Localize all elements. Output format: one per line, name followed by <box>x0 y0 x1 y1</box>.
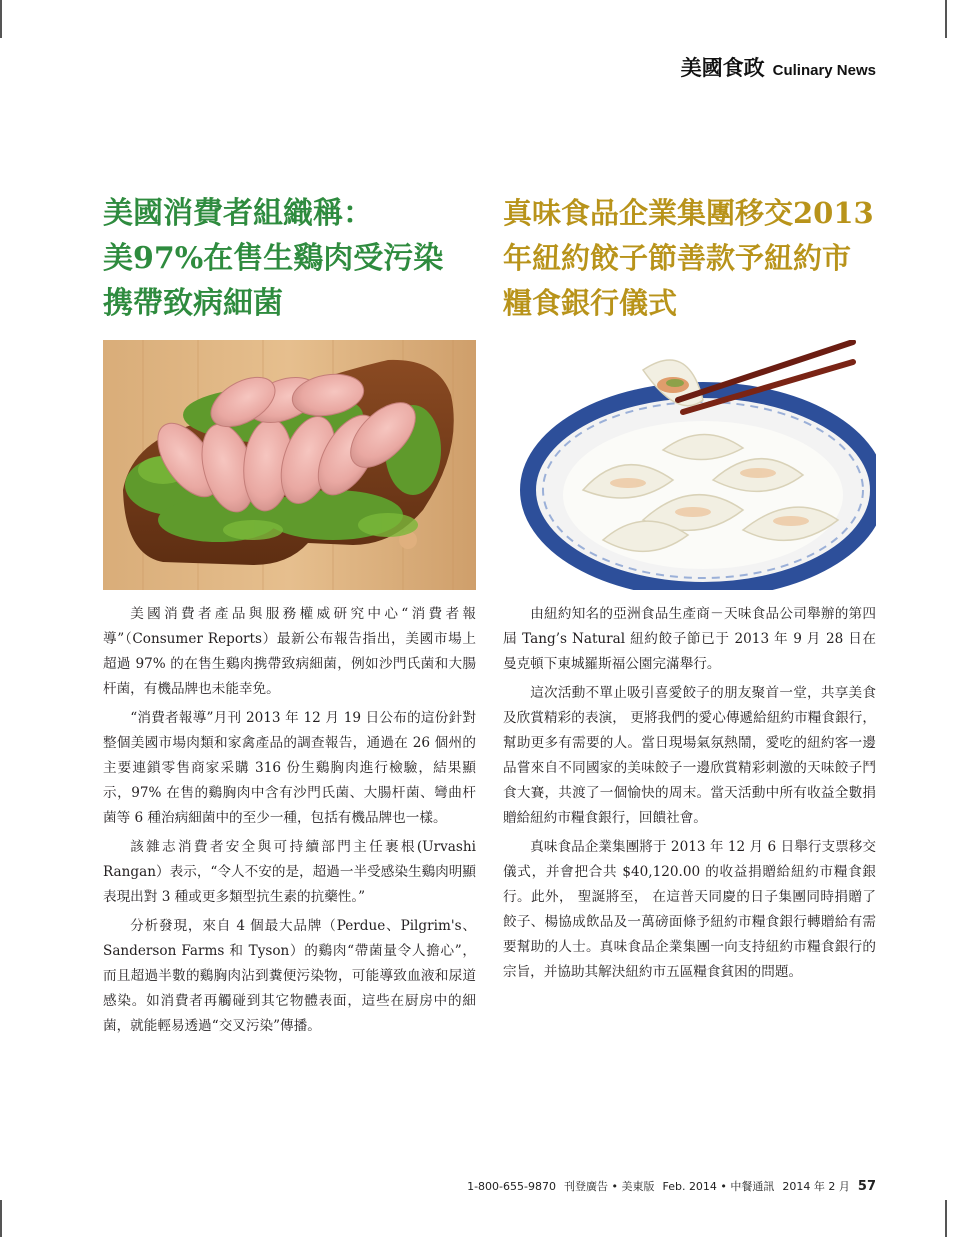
crop-mark <box>945 0 947 38</box>
left-article-body <box>103 602 476 1043</box>
footer-issue-date: 2014 年 2 月 <box>782 1180 850 1193</box>
page-number: 57 <box>857 1179 876 1194</box>
crop-mark <box>945 1200 947 1237</box>
title-line: 美國消費者組織稱： <box>103 196 373 231</box>
paragraph: 由紐約知名的亞洲食品生產商－天味食品公司舉辦的第四屆 Tang’s Natural 紐約餃子節已于 2013 年 9 月 28 日在曼克頓下東城羅斯福公園完滿舉行。 <box>503 606 876 672</box>
dumplings-photo <box>503 340 876 590</box>
paragraph: 分析發現，來自 4 個最大品牌（Perdue、Pilgrim's、Sanderson Farms 和 Tyson）的鷄肉“帶菌量令人擔心”，而且超過半數的鷄胸肉沾到糞便污染物，可能導致血液和尿道感染。如消費者再觸碰到其它物體表面，這些在厨房中的細菌，就能輕易透過“交叉污染”傳播。 <box>103 918 476 1034</box>
title-line: 年紐約餃子節善款予紐約市 <box>503 241 852 275</box>
paragraph: 美國消費者產品與服務權威研究中心“消費者報導”（Consumer Reports）最新公布報告指出，美國市場上超過 97% 的在售生鷄肉携帶致病細菌，例如沙門氏菌和大腸杆菌，有機品牌也未能幸免。 <box>103 606 476 697</box>
right-article-title <box>503 191 874 326</box>
page-header <box>681 52 876 82</box>
paragraph: “消費者報導”月刊 2013 年 12 月 19 日公布的這份針對整個美國市場肉類和家禽產品的調查報告，通過在 26 個州的主要連鎖零售商家采購 316 份生鷄胸肉進行檢驗，結果顯示，97% 在售的鷄胸肉中含有沙門氏菌、大腸杆菌、彎曲杆菌等 6 種治病細菌中的至少一種，包括有機品牌也一樣。 <box>103 710 476 826</box>
title-line: 携帶致病細菌 <box>103 286 283 321</box>
right-article-body <box>503 602 876 989</box>
paragraph: 該雜志消費者安全與可持續部門主任裹根(Urvashi Rangan）表示，“令人不安的是，超過一半受感染生鷄肉明顯表現出對 3 種或更多類型抗生素的抗藥性。” <box>103 839 476 905</box>
chicken-photo <box>103 340 476 590</box>
title-line: 真味食品企業集團移交2013 <box>503 196 874 230</box>
paragraph: 真味食品企業集團將于 2013 年 12 月 6 日舉行支票移交儀式，并會把合共 $40,120.00 的收益捐贈給紐約市糧食銀行。此外， 聖誕將至， 在這普天同慶的日子集團同時捐贈了餃子、楊協成飲品及一萬磅面條予紐約市糧食銀行轉贈給有需要幫助的人士。真味食品企業集團一向支持紐約市糧食銀行的宗旨，并協助其解決紐約市五區糧食貧困的問題。 <box>503 839 876 980</box>
crop-mark <box>0 0 2 38</box>
footer-issue: Feb. 2014 • 中餐通訊 <box>662 1180 775 1193</box>
footer-phone: 1-800-655-9870 <box>467 1180 556 1193</box>
crop-mark <box>0 1200 2 1237</box>
section-title-zh: 美國食政 <box>680 56 765 80</box>
page-footer <box>467 1178 876 1194</box>
left-article-title <box>103 191 443 326</box>
title-line: 糧食銀行儀式 <box>503 286 678 320</box>
section-title-en: Culinary News <box>772 62 876 79</box>
footer-ad-text: 刊登廣告 • 美東版 <box>563 1180 655 1193</box>
title-line: 美97%在售生鷄肉受污染 <box>103 241 444 276</box>
paragraph: 這次活動不單止吸引喜愛餃子的朋友聚首一堂，共享美食及欣賞精彩的表演， 更將我們的愛心傳遞給紐約市糧食銀行，幫助更多有需要的人。當日現場氣氛熱鬧，愛吃的紐約客一邊品嘗來自不同國家的美味餃子一邊欣賞精彩刺激的天味餃子鬥食大賽，共渡了一個愉快的周末。當天活動中所有收益全數捐贈給紐約市糧食銀行，回饋社會。 <box>503 685 876 826</box>
